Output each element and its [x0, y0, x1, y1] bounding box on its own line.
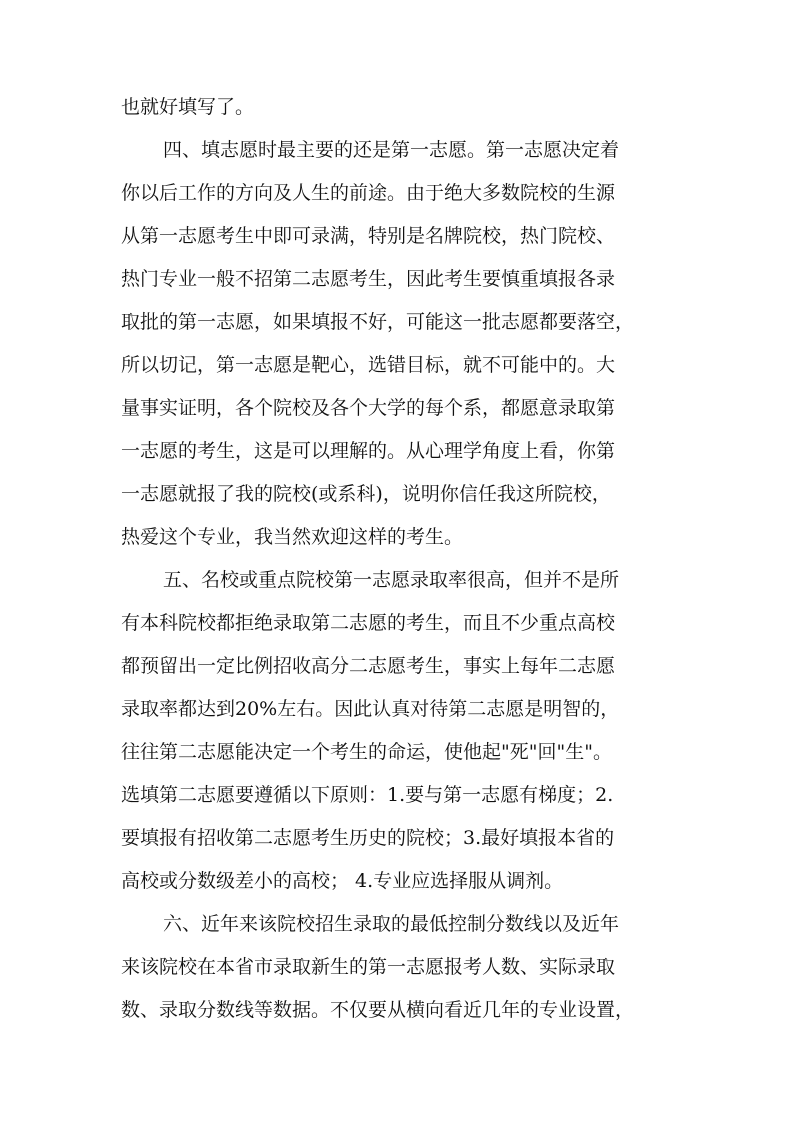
- text-line: 一志愿的考生，这是可以理解的。从心理学角度上看，你第: [121, 440, 616, 462]
- paragraph-six-start: 六、近年来该院校招生录取的最低控制分数线以及近年: [163, 913, 620, 935]
- paragraph-five-start: 五、名校或重点院校第一志愿录取率很高，但并不是所: [163, 569, 620, 591]
- text-line: 也就好填写了。: [121, 96, 255, 118]
- text-line: 有本科院校都拒绝录取第二志愿的考生，而且不少重点高校: [121, 612, 616, 634]
- text-line: 所以切记，第一志愿是靶心，选错目标，就不可能中的。大: [121, 354, 616, 376]
- text-line: 选填第二志愿要遵循以下原则：1.要与第一志愿有梯度；2.: [121, 784, 614, 806]
- text-line: 热门专业一般不招第二志愿考生，因此考生要慎重填报各录: [121, 268, 616, 290]
- text-line: 热爱这个专业，我当然欢迎这样的考生。: [121, 526, 464, 548]
- text-line: 量事实证明，各个院校及各个大学的每个系，都愿意录取第: [121, 397, 616, 419]
- text-line: 来该院校在本省市录取新生的第一志愿报考人数、实际录取: [121, 956, 616, 978]
- text-line: 数、录取分数线等数据。不仅要从横向看近几年的专业设置，: [121, 999, 635, 1021]
- text-line: 从第一志愿考生中即可录满，特别是名牌院校，热门院校、: [121, 225, 616, 247]
- text-line: 要填报有招收第二志愿考生历史的院校；3.最好填报本省的: [121, 827, 615, 849]
- text-line: 你以后工作的方向及人生的前途。由于绝大多数院校的生源: [121, 182, 616, 204]
- text-line: 往往第二志愿能决定一个考生的命运，使他起"死"回"生"。: [121, 741, 612, 763]
- text-line: 高校或分数级差小的高校； 4.专业应选择服从调剂。: [121, 870, 564, 892]
- text-line: 取批的第一志愿，如果填报不好，可能这一批志愿都要落空，: [121, 311, 635, 333]
- paragraph-four-start: 四、填志愿时最主要的还是第一志愿。第一志愿决定着: [163, 139, 620, 161]
- text-line: 一志愿就报了我的院校(或系科)，说明你信任我这所院校，: [121, 483, 611, 505]
- text-line: 都预留出一定比例招收高分二志愿考生，事实上每年二志愿: [121, 655, 616, 677]
- text-line: 录取率都达到20%左右。因此认真对待第二志愿是明智的，: [121, 698, 620, 720]
